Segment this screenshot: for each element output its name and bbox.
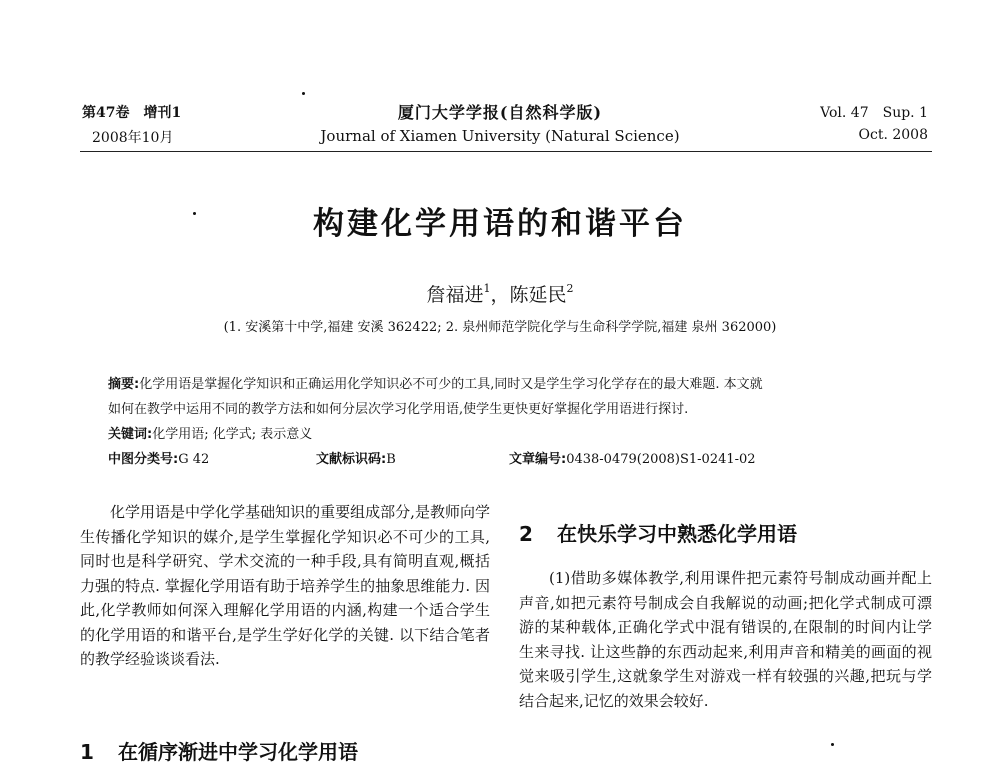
author-2: 陈延民 xyxy=(509,284,567,306)
keywords xyxy=(108,423,312,442)
document-code-value: B xyxy=(386,452,396,467)
document-code-label: 文献标识码: xyxy=(316,452,387,467)
article-number xyxy=(509,448,756,467)
author-1-mark: 1 xyxy=(483,281,491,295)
section-1-title: 在循序渐进中学习化学用语 xyxy=(118,740,358,764)
author-separator: ， xyxy=(490,284,510,306)
scan-speck xyxy=(193,212,196,215)
abstract-label: 摘要: xyxy=(108,377,140,392)
article-title: 构建化学用语的和谐平台 xyxy=(313,206,687,242)
authors xyxy=(0,280,1000,307)
section-2-title: 在快乐学习中熟悉化学用语 xyxy=(557,522,797,546)
keywords-label: 关键词: xyxy=(108,427,153,442)
section-1-number: 1 xyxy=(80,740,94,764)
header-rule xyxy=(80,151,932,152)
clc-value: G 42 xyxy=(178,452,210,467)
journal-name-en: Journal of Xiamen University (Natural Science) xyxy=(320,127,680,145)
date-en: Oct. 2008 xyxy=(858,127,928,143)
article-number-label: 文章编号: xyxy=(509,452,567,467)
author-1: 詹福进 xyxy=(426,284,484,306)
scan-speck xyxy=(831,743,834,746)
abstract-text-1: 化学用语是掌握化学知识和正确运用化学知识必不可少的工具,同时又是学生学习化学存在的最大难题. 本文就 xyxy=(139,377,763,392)
section-2-paragraph: (1)借助多媒体教学,利用课件把元素符号制成动画并配上声音,如把元素符号制成会自我解说的动画;把化学式制成可漂游的某种载体,正确化学式中混有错误的,在限制的时间内让学生来寻找. 让这些静的东西动起来,利用声音和精美的画面的视觉来吸引学生,这就象学生对游戏一样有较强的兴趣,把玩与学结合起来,记忆的效果会较好. xyxy=(519,569,932,710)
article-number-value: 0438-0479(2008)S1-0241-02 xyxy=(566,452,756,467)
document-code xyxy=(316,448,396,467)
keywords-text: 化学用语; 化学式; 表示意义 xyxy=(152,427,313,442)
publication-date: 2008年10月 xyxy=(92,130,174,146)
section-2-heading xyxy=(519,518,797,547)
volume-en: Vol. 47 Sup. 1 xyxy=(820,105,928,121)
scan-speck xyxy=(302,92,305,95)
left-column xyxy=(80,500,490,672)
volume-issue: 第47卷 增刊1 xyxy=(82,105,182,121)
section-1-heading xyxy=(80,736,358,765)
abstract-line-1 xyxy=(108,373,763,392)
intro-paragraph: 化学用语是中学化学基础知识的重要组成部分,是教师向学生传播化学知识的媒介,是学生掌握化学知识必不可少的工具,同时也是科学研究、学术交流的一种手段,具有简明直观,概括力强的特点. 掌握化学用语有助于培养学生的抽象思维能力. 因此,化学教师如何深入理解化学用语的内涵,构建一个适合学生的化学用语的和谐平台,是学生学好化学的关键. 以下结合笔者的教学经验谈谈看法. xyxy=(80,503,490,668)
clc-label: 中图分类号: xyxy=(108,452,179,467)
right-column xyxy=(519,566,932,713)
affiliation: (1. 安溪第十中学,福建 安溪 362422; 2. 泉州师范学院化学与生命科学学院,福建 泉州 362000) xyxy=(223,320,777,335)
abstract-line-2: 如何在教学中运用不同的教学方法和如何分层次学习化学用语,使学生更快更好掌握化学用语进行探讨. xyxy=(108,402,689,417)
clc-number xyxy=(108,448,209,467)
section-2-number: 2 xyxy=(519,522,533,546)
author-2-mark: 2 xyxy=(566,281,574,295)
journal-name-cn: 厦门大学学报(自然科学版) xyxy=(397,103,603,122)
